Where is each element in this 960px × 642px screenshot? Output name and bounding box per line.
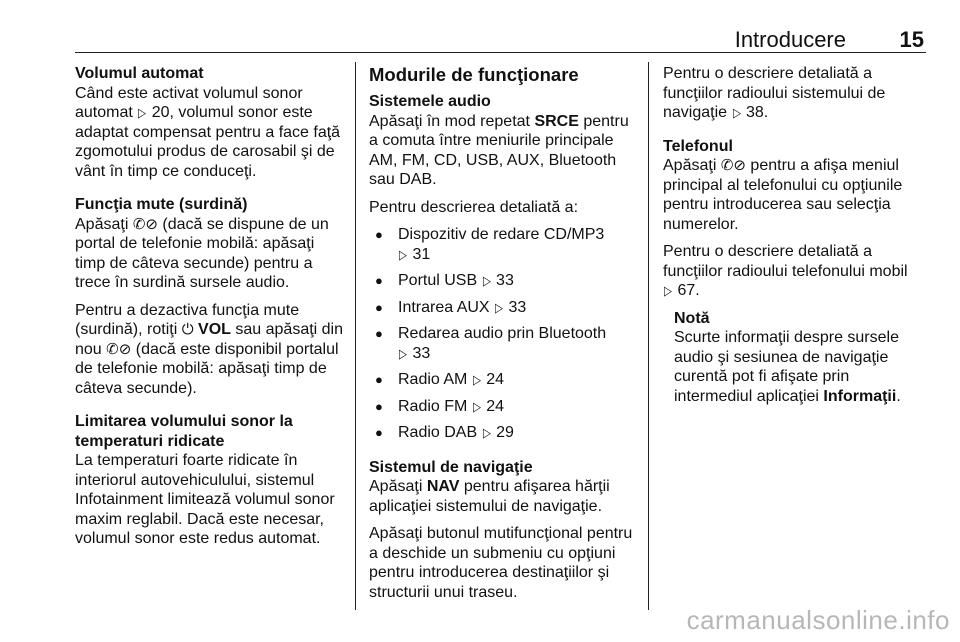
paragraph-phone-detail: Pentru o descriere detaliată a funcţiilor radioului telefonului mobil ▷ 67. xyxy=(663,243,908,299)
nav-key-label: NAV xyxy=(426,478,460,495)
watermark: carmanualsonline.info xyxy=(686,605,950,635)
page-ref-arrow-icon: ▷ xyxy=(732,105,741,120)
paragraph-phone: Apăsaţi ✆⊘ pentru a afişa meniul principal al telefonului cu opţiunile pentru introducerea sau selecţia numerelor. xyxy=(663,157,903,233)
page-ref-arrow-icon: ▷ xyxy=(472,372,481,387)
note-box xyxy=(663,309,931,407)
page-ref-arrow-icon: ▷ xyxy=(399,246,407,262)
page-ref: 20 xyxy=(151,104,170,121)
list-item: ● Redarea audio prin Bluetooth ▷ 33 xyxy=(369,324,637,363)
page-header xyxy=(75,28,926,53)
phone-mute-icon: ✆⊘ xyxy=(106,340,132,358)
power-knob-icon: ⏻ xyxy=(181,321,194,338)
page-ref-arrow-icon: ▷ xyxy=(482,425,491,440)
paragraph-srce: Apăsaţi în mod repetat SRCE pentru a comuta între meniurile principale AM, FM, CD, USB, AUX, Bluetooth sau DAB. xyxy=(369,112,629,188)
note-heading: Notă xyxy=(674,309,710,327)
page-ref-arrow-icon: ▷ xyxy=(495,299,504,315)
section-title: Introducere xyxy=(734,27,846,52)
list-item: ● Intrarea AUX ▷ 33 xyxy=(369,298,637,318)
column-right xyxy=(663,64,931,406)
vol-key-label: VOL xyxy=(198,321,231,338)
phone-mute-icon: ✆⊘ xyxy=(720,157,746,174)
list-item: ● Radio AM ▷ 24 xyxy=(369,370,637,390)
heading-operating-modes: Modurile de funcţionare xyxy=(369,64,579,85)
column-middle xyxy=(369,64,637,602)
heading-phone: Telefonul xyxy=(663,137,733,155)
heading-navigation: Sistemul de navigaţie xyxy=(369,458,533,476)
page-ref-arrow-icon: ▷ xyxy=(472,398,481,414)
heading-auto-volume: Volumul automat xyxy=(75,65,204,82)
list-item: ● Portul USB ▷ 33 xyxy=(369,271,637,291)
column-left xyxy=(75,64,343,549)
info-app-label: Informaţii xyxy=(823,387,897,405)
list-item: ● Radio DAB ▷ 29 xyxy=(369,423,637,443)
note-text: Scurte informaţii despre sursele audio şi sesiunea de navigaţie curentă pot fi afişate prin intermediul aplicaţiei Informaţii. xyxy=(674,329,901,405)
column-divider xyxy=(355,62,356,610)
heading-temp-limit: Limitarea volumului sonor la temperaturi ridicate xyxy=(75,413,293,450)
paragraph-nav-detail: Pentru o descriere detaliată a funcţiilor radioului sistemului de navigaţie ▷ 38. xyxy=(663,65,886,121)
paragraph-mute: Apăsaţi ✆⊘ (dacă se dispune de un portal de telefonie mobilă: apăsaţi timp de câteva secunde) pentru a trece în surdină sursele audio. xyxy=(75,215,329,291)
srce-key-label: SRCE xyxy=(534,112,579,130)
paragraph-temp-limit: La temperaturi foarte ridicate în interiorul autovehiculului, sistemul Infotainment limitează volumul sonor maxim reglabil. Dacă este necesar, volumul sonor este redus automat. xyxy=(75,452,335,547)
page-number: 15 xyxy=(899,27,924,52)
column-divider xyxy=(648,62,649,610)
paragraph-multifunction: Apăsaţi butonul mutifuncţional pentru a deschide un submeniu cu opţiuni pentru introducerea destinaţiilor şi structurii unui traseu. xyxy=(369,525,633,601)
list-item: ● Radio FM ▷ 24 xyxy=(369,397,637,417)
paragraph-unmute: Pentru a dezactiva funcţia mute (surdină), rotiţi ⏻ VOL sau apăsaţi din nou ✆⊘ (dacă este disponibil portalul de telefonie mobilă: apăsaţi timp de câteva secunde). xyxy=(75,301,344,397)
heading-mute: Funcţia mute (surdină) xyxy=(75,196,248,213)
page-ref-arrow-icon: ▷ xyxy=(138,105,147,120)
page-ref-arrow-icon: ▷ xyxy=(664,283,672,298)
phone-mute-icon: ✆⊘ xyxy=(132,215,158,233)
heading-audio-systems: Sistemele audio xyxy=(369,93,491,110)
page-ref-arrow-icon: ▷ xyxy=(399,345,407,361)
paragraph-detail-intro: Pentru descrierea detaliată a: xyxy=(369,198,579,216)
paragraph-auto-volume: Când este activat volumul sonor automat ▷ 20, volumul sonor este adaptat compensat pentru a face faţă zgomotului produs de carosabil şi de vânt în timp ce conduceţi. xyxy=(75,84,341,180)
list-item: ● Dispozitiv de redare CD/MP3 ▷ 31 xyxy=(369,225,637,264)
source-list xyxy=(369,225,637,443)
page-ref-arrow-icon: ▷ xyxy=(482,273,491,288)
paragraph-nav: Apăsaţi NAV pentru afişarea hărţii aplicaţiei sistemului de navigaţie. xyxy=(369,478,610,515)
